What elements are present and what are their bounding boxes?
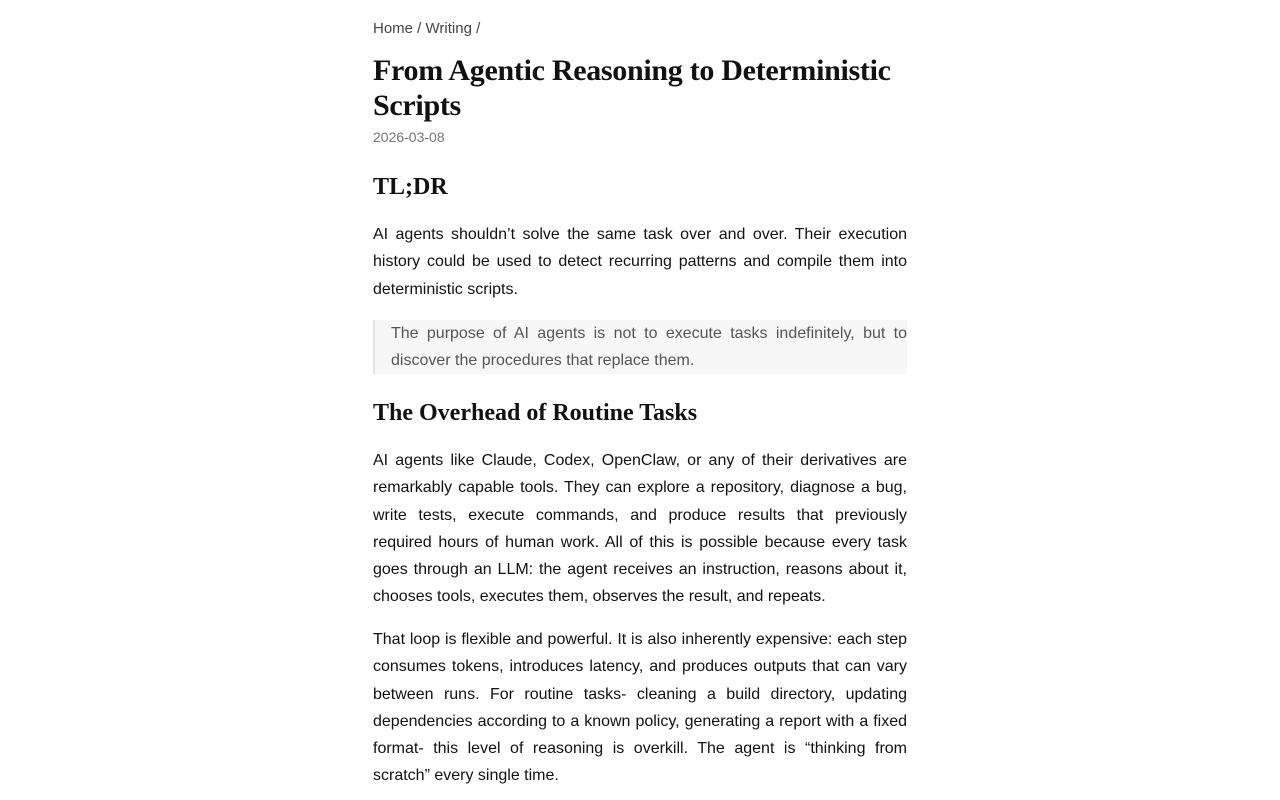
- blockquote-text: The purpose of AI agents is not to execute tasks indefinitely, but to discover the procedures that replace them.: [391, 325, 907, 370]
- page-title: From Agentic Reasoning to Deterministic Scripts: [373, 54, 891, 122]
- breadcrumb-trailing-separator: /: [471, 20, 481, 37]
- overhead-paragraph-1: AI agents like Claude, Codex, OpenClaw, or any of their derivatives are remarkably capable tools. They can explore a repository, diagnose a bug, write tests, execute commands, and produce results that previously required hours of human work. All of this is possible because every task goes through an LLM: the agent receives an instruction, reasons about it, chooses tools, executes them, observes the result, and repeats.: [373, 452, 907, 606]
- tldr-blockquote: [373, 320, 907, 374]
- publish-date: 2026-03-08: [373, 129, 445, 145]
- breadcrumb-separator: /: [413, 20, 426, 37]
- breadcrumb: [373, 19, 480, 39]
- section-heading-tldr: TL;DR: [373, 174, 448, 200]
- breadcrumb-writing-link[interactable]: Writing: [425, 20, 472, 37]
- breadcrumb-home-link[interactable]: Home: [373, 20, 414, 37]
- overhead-paragraph-2: That loop is flexible and powerful. It is also inherently expensive: each step consumes tokens, introduces latency, and produces outputs that can vary between runs. For routine tasks- cleaning a build directory, updating dependencies according to a known policy, generating a report with a fixed format- this level of reasoning is overkill. The agent is “thinking from scratch” every single time.: [373, 631, 907, 785]
- tldr-paragraph: AI agents shouldn’t solve the same task over and over. Their execution history could be used to detect recurring patterns and compile them into deterministic scripts.: [373, 226, 907, 298]
- section-heading-overhead: The Overhead of Routine Tasks: [373, 400, 698, 426]
